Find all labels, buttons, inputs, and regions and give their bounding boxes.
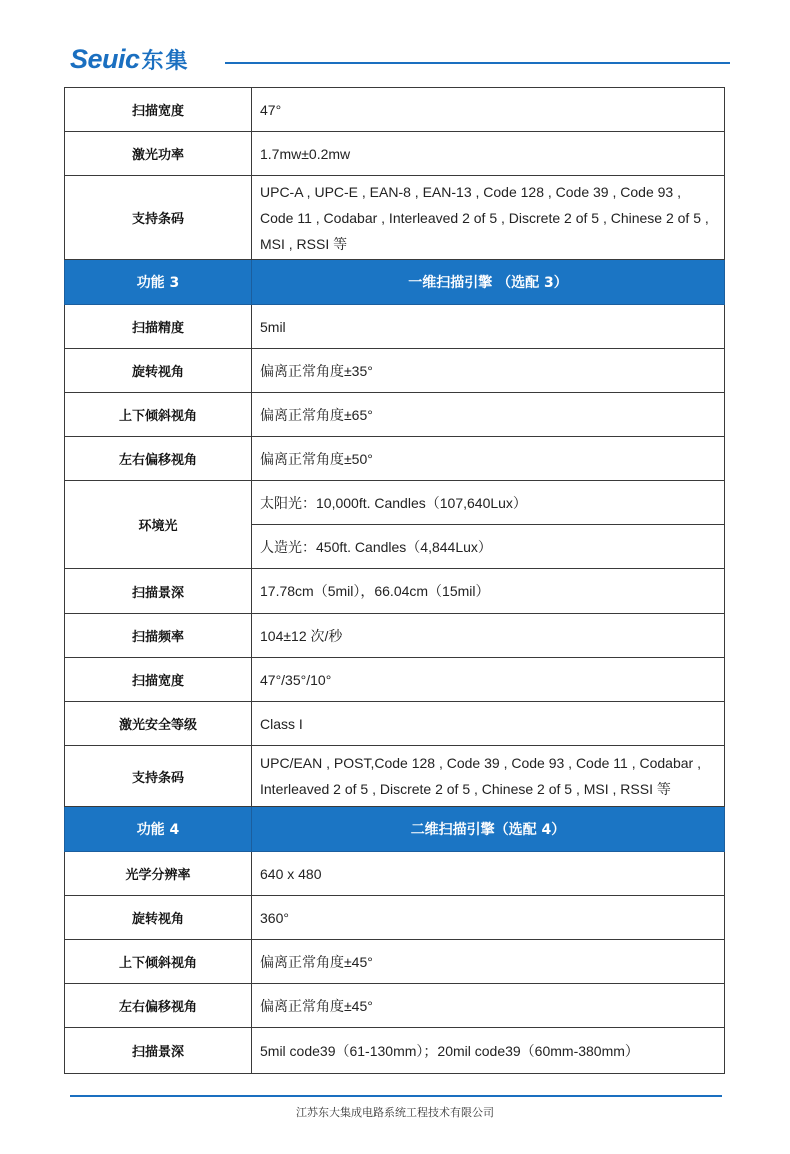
section-title: 一维扫描引擎 （选配 3）: [252, 260, 725, 305]
table-row: [65, 437, 725, 481]
table-row: [65, 481, 725, 525]
spec-label: 扫描频率: [65, 614, 252, 658]
spec-value: 640 x 480: [252, 852, 725, 896]
logo-english: Seuic: [70, 44, 140, 74]
table-row: [65, 88, 725, 132]
table-row: [65, 852, 725, 896]
spec-label: 光学分辨率: [65, 852, 252, 896]
spec-value: 104±12 次/秒: [252, 614, 725, 658]
spec-value: 17.78cm（5mil），66.04cm（15mil）: [252, 569, 725, 614]
table-row: [65, 984, 725, 1028]
spec-label: 激光安全等级: [65, 702, 252, 746]
table-row: [65, 176, 725, 260]
spec-label: 扫描宽度: [65, 88, 252, 132]
table-row: [65, 132, 725, 176]
spec-label: 支持条码: [65, 176, 252, 260]
spec-value: 5mil code39（61-130mm）；20mil code39（60mm-380mm）: [252, 1028, 725, 1074]
spec-label: 环境光: [65, 481, 252, 569]
footer-divider: [70, 1095, 722, 1097]
section-label: 功能 3: [65, 260, 252, 305]
spec-value: 47°: [252, 88, 725, 132]
spec-value: 太阳光：10,000ft. Candles（107,640Lux）: [252, 481, 725, 525]
spec-label: 上下倾斜视角: [65, 940, 252, 984]
table-row: [65, 896, 725, 940]
table-row: [65, 702, 725, 746]
spec-value: 偏离正常角度±45°: [252, 984, 725, 1028]
spec-value: Class I: [252, 702, 725, 746]
header-divider: [225, 62, 730, 64]
footer-company-name: 江苏东大集成电路系统工程技术有限公司: [296, 1106, 494, 1119]
spec-value: 360°: [252, 896, 725, 940]
spec-table: [64, 87, 725, 1074]
seuic-logo: [70, 44, 190, 75]
spec-label: 左右偏移视角: [65, 984, 252, 1028]
spec-value: 5mil: [252, 305, 725, 349]
spec-value: 偏离正常角度±50°: [252, 437, 725, 481]
spec-label: 扫描景深: [65, 569, 252, 614]
spec-label: 扫描景深: [65, 1028, 252, 1074]
table-row: [65, 305, 725, 349]
section-label: 功能 4: [65, 807, 252, 852]
table-row: [65, 393, 725, 437]
section-header-row: [65, 807, 725, 852]
logo-chinese: 东集: [141, 49, 190, 74]
spec-value: 1.7mw±0.2mw: [252, 132, 725, 176]
table-row: [65, 658, 725, 702]
spec-value: 偏离正常角度±45°: [252, 940, 725, 984]
section-header-row: [65, 260, 725, 305]
spec-value: 人造光：450ft. Candles（4,844Lux）: [252, 525, 725, 569]
table-row: [65, 614, 725, 658]
section-title: 二维扫描引擎（选配 4）: [252, 807, 725, 852]
spec-label: 支持条码: [65, 746, 252, 807]
page-header: [70, 44, 730, 84]
spec-label: 激光功率: [65, 132, 252, 176]
spec-label: 扫描宽度: [65, 658, 252, 702]
spec-value: 偏离正常角度±65°: [252, 393, 725, 437]
spec-label: 扫描精度: [65, 305, 252, 349]
table-row: [65, 746, 725, 807]
spec-label: 旋转视角: [65, 349, 252, 393]
table-row: [65, 1028, 725, 1074]
table-row: [65, 569, 725, 614]
spec-value: UPC-A , UPC-E , EAN-8 , EAN-13 , Code 128 , Code 39 , Code 93 , Code 11 , Codabar , Interleaved 2 of 5 , Discrete 2 of 5 , Chinese 2 of 5 , MSI , RSSI 等: [252, 176, 725, 260]
spec-label: 上下倾斜视角: [65, 393, 252, 437]
table-row: [65, 940, 725, 984]
spec-label: 左右偏移视角: [65, 437, 252, 481]
spec-label: 旋转视角: [65, 896, 252, 940]
spec-value: 47°/35°/10°: [252, 658, 725, 702]
table-row: [65, 349, 725, 393]
spec-value: UPC/EAN , POST,Code 128 , Code 39 , Code 93 , Code 11 , Codabar , Interleaved 2 of 5 , Discrete 2 of 5 , Chinese 2 of 5 , MSI , RSSI 等: [252, 746, 725, 807]
spec-value: 偏离正常角度±35°: [252, 349, 725, 393]
